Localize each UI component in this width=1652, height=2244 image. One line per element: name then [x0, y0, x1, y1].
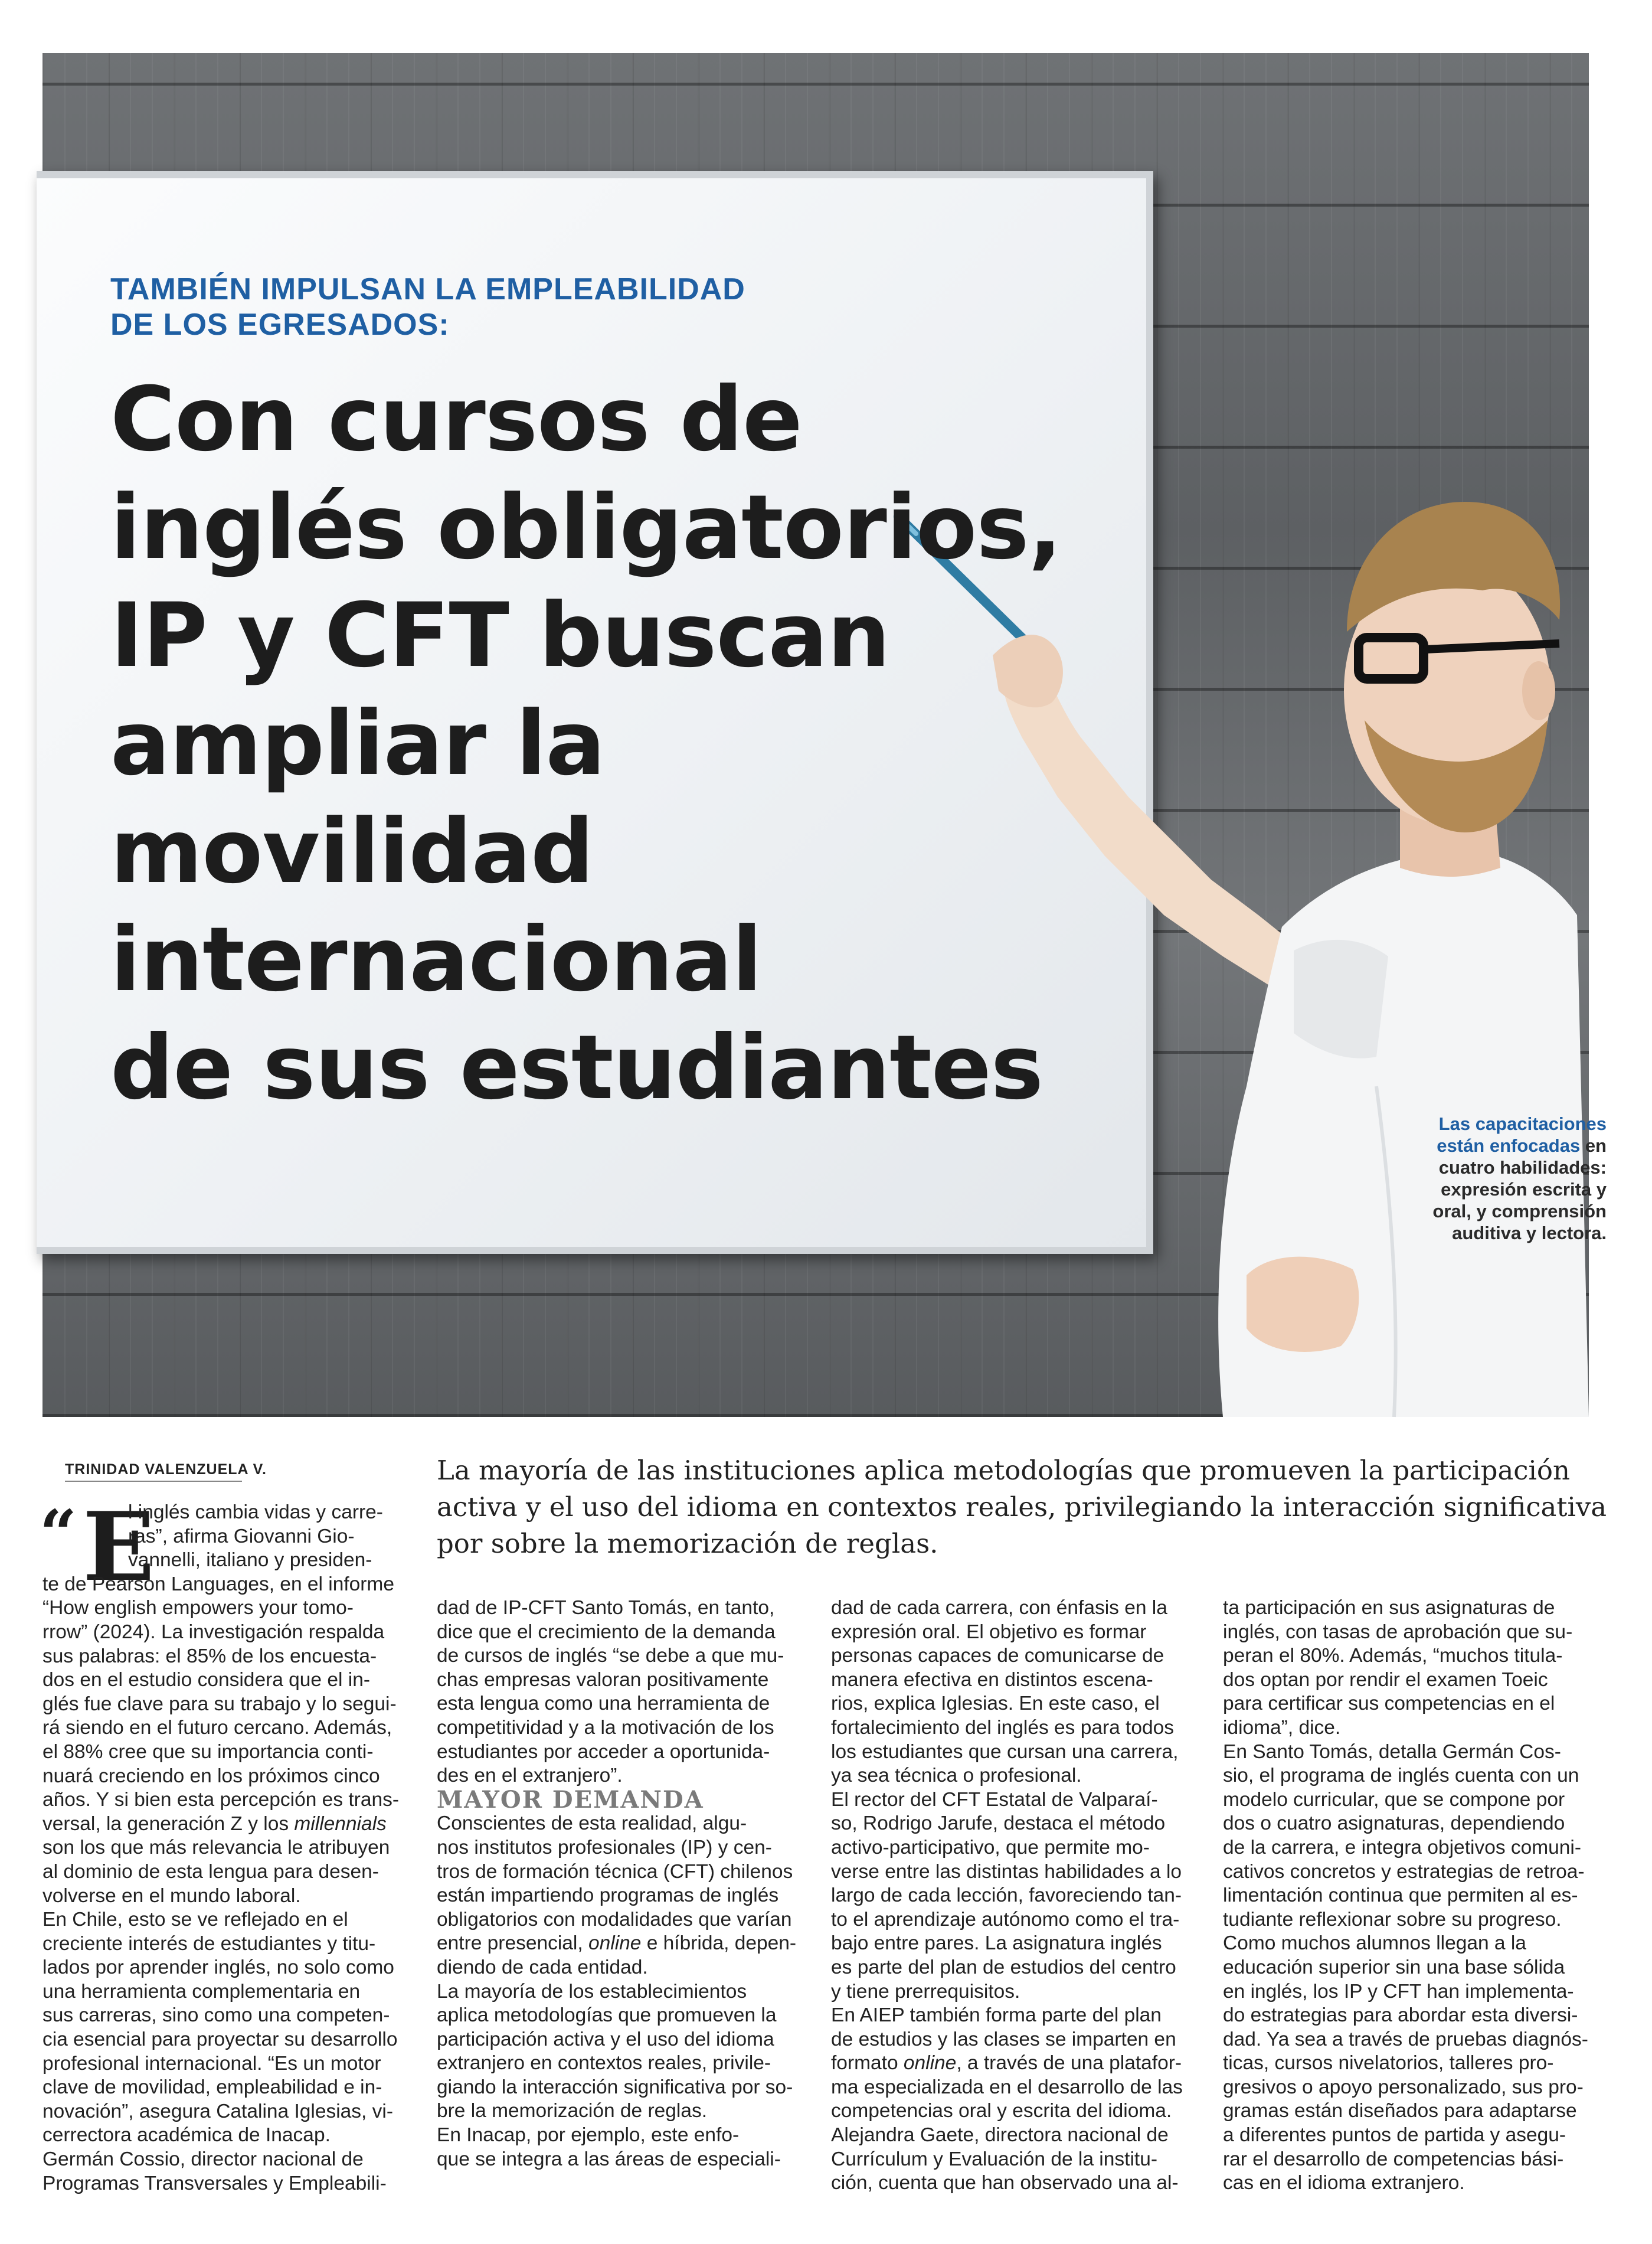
article-line: La mayoría de los establecimientos: [437, 1980, 747, 2003]
article-line: gramas están diseñados para adaptarse: [1223, 2100, 1577, 2122]
article-line: versal, la generación Z y los millennials: [42, 1812, 387, 1835]
article-line: lados por aprender inglés, no solo como: [42, 1956, 394, 1979]
article-line: están impartiendo programas de inglés: [437, 1884, 779, 1907]
article-line: modelo curricular, que se compone por: [1223, 1788, 1565, 1811]
article-line: rá siendo en el futuro cercano. Además,: [42, 1717, 392, 1739]
article-line: expresión oral. El objetivo es formar: [831, 1621, 1147, 1643]
article-line: que se integra a las áreas de especiali-: [437, 2148, 781, 2170]
article-line: manera efectiva en distintos escena-: [831, 1668, 1153, 1691]
caption-line: [1359, 1135, 1607, 1157]
article-line: nuará creciendo en los próximos cinco: [42, 1765, 380, 1787]
article-column-3: [831, 1596, 1197, 2196]
byline-rule: [65, 1481, 242, 1482]
article-line: sus carreras, sino como una competen-: [42, 2004, 390, 2027]
caption-line: oral, y comprensión: [1432, 1201, 1607, 1221]
article-line: cativos concretos y estrategias de retroa-: [1223, 1860, 1585, 1883]
section-subhead: MAYOR DEMANDA: [437, 1785, 704, 1814]
article-line: Como muchos alumnos llegan a la: [1223, 1932, 1526, 1955]
article-line: dad de cada carrera, con énfasis en la: [831, 1597, 1167, 1619]
article-line: so, Rodrigo Jarufe, destaca el método: [831, 1812, 1166, 1835]
article-line: competencias oral y escrita del idioma.: [831, 2100, 1172, 2122]
article-line: En Santo Tomás, detalla Germán Cos-: [1223, 1740, 1561, 1763]
caption-text: en: [1580, 1135, 1607, 1156]
article-line: nos institutos profesionales (IP) y cen-: [437, 1836, 772, 1858]
article-line: extranjero en contextos reales, privile-: [437, 2052, 771, 2075]
headline-line: Con cursos de: [110, 368, 802, 471]
article-line: rrow” (2024). La investigación respalda: [42, 1621, 385, 1643]
article-line: gresivos o apoyo personalizado, sus pro-: [1223, 2076, 1584, 2098]
article-line: aplica metodologías que promueven la: [437, 2004, 777, 2027]
article-line: entre presencial, online e híbrida, depen-: [437, 1932, 797, 1955]
article-line: el 88% cree que su importancia conti-: [42, 1740, 374, 1763]
article-line: l inglés cambia vidas y carre-: [128, 1501, 383, 1523]
deck-line: activa y el uso del idioma en contextos reales, privilegiando la interacción significativa: [437, 1491, 1607, 1523]
headline-line: de sus estudiantes: [110, 1017, 1043, 1119]
article-line: diendo de cada entidad.: [437, 1956, 648, 1978]
caption-line: cuatro habilidades:: [1438, 1157, 1607, 1178]
article-line: En Inacap, por ejemplo, este enfo-: [437, 2124, 740, 2147]
article-line: los estudiantes que cursan una carrera,: [831, 1740, 1179, 1763]
article-column-4: [1223, 1596, 1589, 2196]
article-line: chas empresas valoran positivamente: [437, 1668, 769, 1691]
article-line: de cursos de inglés “se debe a que mu-: [437, 1645, 784, 1667]
article-line: rar el desarrollo de competencias bási-: [1223, 2148, 1564, 2170]
article-line: El rector del CFT Estatal de Valparaí-: [831, 1788, 1158, 1811]
article-line: giando la interacción significativa por so-: [437, 2076, 793, 2098]
article-line: to el aprendizaje autónomo como el tra-: [831, 1908, 1180, 1931]
article-line: obligatorios con modalidades que varían: [437, 1908, 792, 1931]
article-line: para certificar sus competencias en el: [1223, 1693, 1555, 1715]
article-line: volverse en el mundo laboral.: [42, 1884, 301, 1907]
article-line: rios, explica Iglesias. En este caso, el: [831, 1693, 1160, 1715]
article-line: En AIEP también forma parte del plan: [831, 2004, 1162, 2027]
article-column-2: [437, 1596, 803, 2171]
article-line: bajo entre pares. La asignatura inglés: [831, 1932, 1162, 1955]
article-line: activo-participativo, que permite mo-: [831, 1836, 1150, 1858]
article-line: profesional internacional. “Es un motor: [42, 2052, 381, 2075]
article-line: dad de IP-CFT Santo Tomás, en tanto,: [437, 1597, 775, 1619]
article-line: Germán Cossio, director nacional de: [42, 2148, 364, 2171]
article-line: dos o cuatro asignaturas, dependiendo: [1223, 1812, 1565, 1835]
article-line: ta participación en sus asignaturas de: [1223, 1597, 1555, 1619]
article-line: des en el extranjero”.: [437, 1765, 623, 1787]
caption-emphasis: están enfocadas: [1437, 1135, 1581, 1156]
kicker-line: DE LOS EGRESADOS:: [110, 308, 450, 342]
article-line: es parte del plan de estudios del centro: [831, 1956, 1176, 1978]
article-line: competitividad y a la motivación de los: [437, 1716, 774, 1739]
article-line: vannelli, italiano y presiden-: [128, 1549, 372, 1572]
headline-line: inglés obligatorios,: [110, 476, 1062, 579]
article-line: en inglés, los IP y CFT han implementa-: [1223, 1980, 1574, 2003]
article-column-1: [42, 1491, 408, 2196]
article-line: creciente interés de estudiantes y titu-: [42, 1932, 376, 1955]
headline-line: internacional: [110, 909, 762, 1011]
article-line: fortalecimiento del inglés es para todos: [831, 1716, 1174, 1739]
article-line: peran el 80%. Además, “muchos titula-: [1223, 1645, 1563, 1667]
deck-line: La mayoría de las instituciones aplica metodologías que promueven la participación: [437, 1455, 1570, 1486]
drop-cap-letter: E: [83, 1491, 155, 1602]
article-line: largo de cada lección, favoreciendo tan-: [831, 1884, 1182, 1907]
article-line: de estudios y las clases se imparten en: [831, 2028, 1176, 2050]
article-line: una herramienta complementaria en: [42, 1980, 361, 2003]
article-line: idioma”, dice.: [1223, 1716, 1341, 1739]
headline: [110, 366, 1126, 1122]
article-line: inglés, con tasas de aprobación que su-: [1223, 1621, 1573, 1643]
deck-line: por sobre la memorización de reglas.: [437, 1528, 938, 1559]
article-line: son los que más relevancia le atribuyen: [42, 1837, 390, 1859]
article-line: dice que el crecimiento de la demanda: [437, 1621, 776, 1643]
article-line: esta lengua como una herramienta de: [437, 1693, 770, 1715]
headline-line: IP y CFT buscan: [110, 584, 890, 687]
article-line: participación activa y el uso del idioma: [437, 2028, 774, 2050]
article-line: En Chile, esto se ve reflejado en el: [42, 1909, 348, 1931]
article-line: Alejandra Gaete, directora nacional de: [831, 2124, 1169, 2147]
headline-line: movilidad: [110, 801, 594, 903]
article-line: dos optan por rendir el examen Toeic: [1223, 1668, 1548, 1691]
deck: [437, 1452, 1607, 1562]
article-line: bre la memorización de reglas.: [437, 2100, 708, 2122]
article-line: ras”, afirma Giovanni Gio-: [128, 1525, 355, 1547]
drop-cap-quote: “: [40, 1495, 77, 1572]
article-line: dad. Ya sea a través de pruebas diagnós-: [1223, 2028, 1588, 2050]
article-line: de la carrera, e integra objetivos comuni-: [1223, 1836, 1582, 1858]
article-line: años. Y si bien esta percepción es trans-: [42, 1789, 399, 1811]
article-line: sio, el programa de inglés cuenta con un: [1223, 1765, 1579, 1787]
article-line: clave de movilidad, empleabilidad e in-: [42, 2076, 382, 2099]
article-line: personas capaces de comunicarse de: [831, 1645, 1164, 1667]
article-line: sus palabras: el 85% de los encuesta-: [42, 1645, 377, 1667]
article-line: glés fue clave para su trabajo y lo segui-: [42, 1693, 397, 1715]
byline: TRINIDAD VALENZUELA V.: [65, 1461, 267, 1478]
article-line: al dominio de esta lengua para desen-: [42, 1860, 379, 1883]
caption-line: expresión escrita y: [1441, 1179, 1607, 1200]
article-line: cerrectora académica de Inacap.: [42, 2124, 331, 2147]
article-line: a diferentes puntos de partida y asegu-: [1223, 2124, 1566, 2147]
article-line: formato online, a través de una platafor-: [831, 2052, 1182, 2075]
article-line: novación”, asegura Catalina Iglesias, vi-: [42, 2100, 394, 2122]
article-line: verse entre las distintas habilidades a lo: [831, 1860, 1182, 1883]
kicker: [110, 272, 745, 342]
article-line: do estrategias para abordar esta diversi-: [1223, 2004, 1578, 2027]
photo-caption: [1359, 1113, 1607, 1244]
article-line: tros de formación técnica (CFT) chilenos: [437, 1860, 793, 1883]
caption-emphasis: Las capacitaciones: [1438, 1113, 1607, 1134]
article-line: limentación continua que permiten al es-: [1223, 1884, 1578, 1907]
article-line: te de Pearson Languages, en el informe: [42, 1573, 394, 1595]
article-line: tudiante reflexionar sobre su progreso.: [1223, 1908, 1562, 1931]
article-line: y tiene prerrequisitos.: [831, 1980, 1020, 2003]
article-line: cia esencial para proyectar su desarrollo: [42, 2029, 398, 2051]
article-line: Programas Transversales y Empleabili-: [42, 2172, 387, 2194]
article-line: cas en el idioma extranjero.: [1223, 2172, 1465, 2194]
hero-photo: [42, 53, 1607, 1417]
article-line: educación superior sin una base sólida: [1223, 1956, 1565, 1978]
article-line: dos en el estudio considera que el in-: [42, 1669, 370, 1691]
article-line: Currículum y Evaluación de la institu-: [831, 2148, 1157, 2170]
article-line: ción, cuenta que han observado una al-: [831, 2172, 1179, 2194]
article-line: estudiantes por acceder a oportunida-: [437, 1740, 770, 1763]
article-line: ya sea técnica o profesional.: [831, 1765, 1082, 1787]
headline-line: ampliar la: [110, 693, 605, 795]
kicker-line: TAMBIÉN IMPULSAN LA EMPLEABILIDAD: [110, 272, 745, 306]
article-line: Conscientes de esta realidad, algu-: [437, 1812, 747, 1835]
article-line: ticas, cursos nivelatorios, talleres pro-: [1223, 2052, 1554, 2075]
article-line: ma especializada en el desarrollo de las: [831, 2076, 1183, 2098]
article-line: “How english empowers your tomo-: [42, 1597, 354, 1619]
caption-line: auditiva y lectora.: [1452, 1223, 1607, 1243]
